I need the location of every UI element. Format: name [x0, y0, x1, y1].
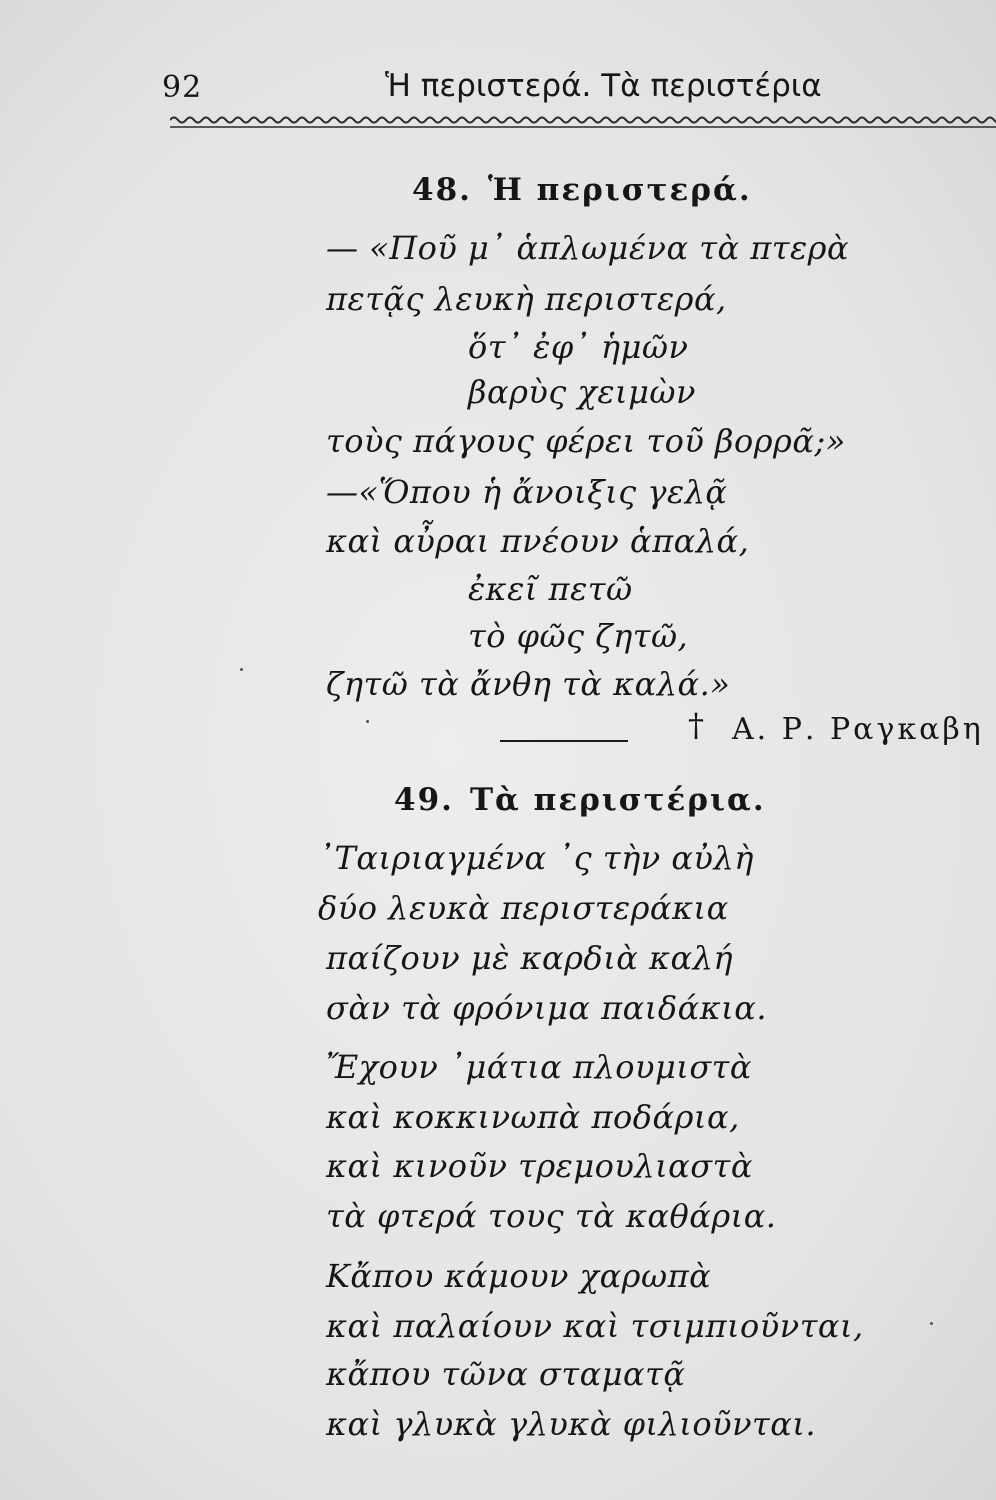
running-head: Ἡ περιστερά. Τὰ περιστέρια — [385, 68, 822, 104]
poem-48-line: καὶ αὖραι πνέουν ἁπαλά, — [326, 522, 750, 560]
paper-speck — [930, 1322, 933, 1325]
poem-48-number: 48. — [412, 172, 472, 208]
poem-48-attribution — [500, 706, 996, 756]
poem-49-line: καὶ γλυκὰ γλυκὰ φιλιοῦνται. — [326, 1405, 817, 1443]
dagger-mark: † — [688, 706, 704, 744]
poem-48-line: ἐκεῖ πετῶ — [468, 570, 633, 608]
poem-49-line: τὰ φτερά τους τὰ καθάρια. — [326, 1197, 777, 1235]
poem-49-line: ᾿Ταιριαγμένα ᾿ς τὴν αὐλὴ — [318, 839, 754, 877]
poem-48-line: τὸ φῶς ζητῶ, — [468, 617, 689, 655]
attribution-rule — [500, 740, 628, 742]
poem-48-title-text: Ἡ περιστερά. — [487, 172, 752, 208]
poem-49-line: Ἔχουν ᾿μάτια πλουμιστὰ — [326, 1048, 752, 1086]
poem-48-line: — «Ποῦ μ᾿ ἁπλωμένα τὰ πτερὰ — [326, 229, 850, 267]
poem-49-line: καὶ παλαίουν καὶ τσιμπιοῦνται, — [326, 1307, 864, 1345]
author-name: Α. Ρ. Ραγκαβη — [732, 712, 984, 747]
poem-49-line: καὶ κοκκινωπὰ ποδάρια, — [326, 1098, 740, 1136]
poem-48-line: ζητῶ τὰ ἄνθη τὰ καλά.» — [326, 665, 731, 703]
poem-49-line: παίζουν μὲ καρδιὰ καλή — [326, 939, 734, 977]
wavy-rule-divider — [170, 112, 996, 134]
poem-49-line: σὰν τὰ φρόνιμα παιδάκια. — [326, 989, 767, 1027]
poem-48-line: —«Ὅπου ἡ ἄνοιξις γελᾷ — [326, 473, 728, 511]
poem-49-title-text: Τὰ περιστέρια. — [469, 782, 766, 818]
poem-48-line: βαρὺς χειμὼν — [468, 373, 696, 411]
paper-speck — [240, 668, 243, 671]
poem-48-title — [412, 172, 752, 208]
poem-48-line: πετᾷς λευκὴ περιστερά, — [326, 280, 727, 318]
poem-49-line: Κἄπου κάμουν χαρωπὰ — [326, 1257, 712, 1295]
poem-49-line: κἄπου τῶνα σταματᾷ — [326, 1355, 686, 1393]
poem-49-line: καὶ κινοῦν τρεμουλιαστὰ — [326, 1147, 753, 1185]
poem-48-line: τοὺς πάγους φέρει τοῦ βορρᾶ;» — [326, 422, 846, 460]
paper-speck — [366, 720, 369, 723]
poem-49-number: 49. — [394, 782, 454, 818]
poem-49-title — [394, 782, 766, 818]
page-number: 92 — [162, 70, 203, 105]
poem-48-line: ὅτ᾿ ἐφ᾿ ἡμῶν — [468, 328, 689, 366]
poem-49-line: δύο λευκὰ περιστεράκια — [318, 889, 729, 927]
